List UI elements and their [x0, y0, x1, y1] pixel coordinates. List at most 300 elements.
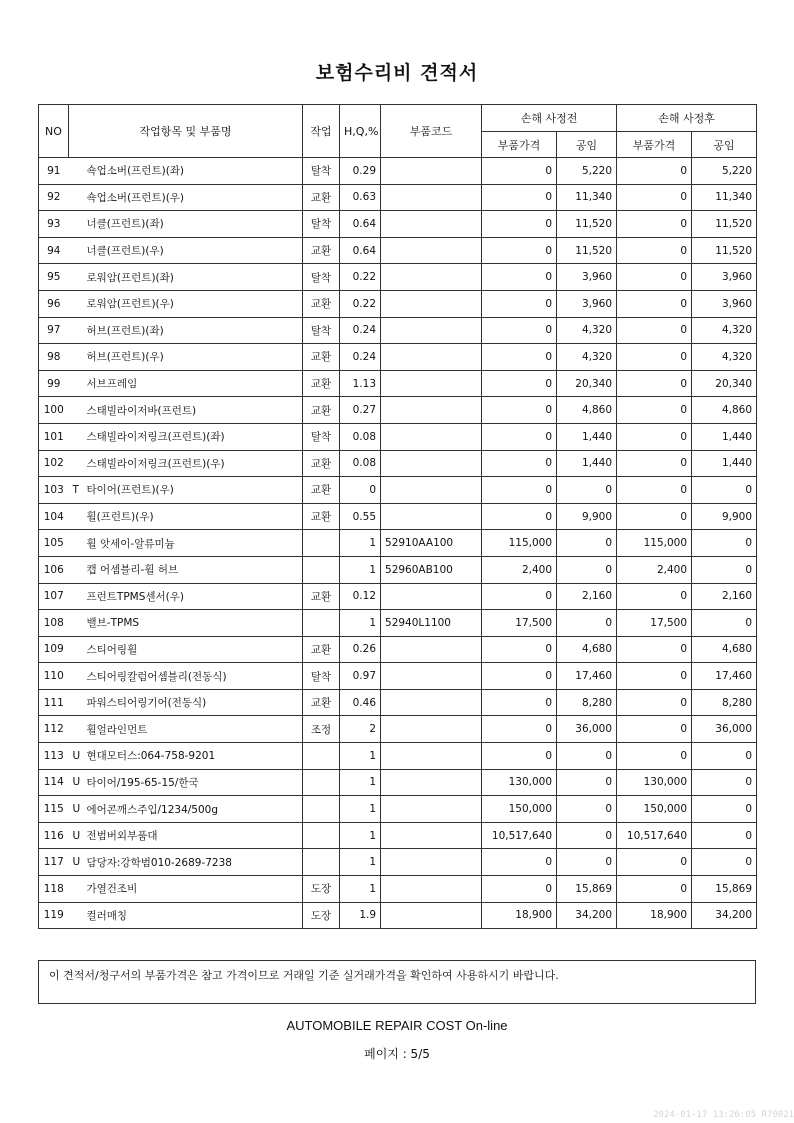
cell-work	[303, 849, 340, 876]
table-row	[39, 822, 757, 849]
cell-hq: 0.24	[340, 317, 381, 344]
cell-after-part-price: 0	[617, 317, 692, 344]
cell-before-labor: 0	[557, 769, 617, 796]
cell-part-code	[381, 397, 482, 424]
cell-item-name: 에어콘깨스주입/1234/500g	[83, 796, 303, 823]
cell-part-code	[381, 477, 482, 504]
cell-flag	[69, 689, 83, 716]
cell-work: 탈착	[303, 317, 340, 344]
cell-before-part-price: 10,517,640	[482, 822, 557, 849]
cell-before-labor: 5,220	[557, 158, 617, 185]
print-timestamp: 2024-01-17 13:26:05 R70021	[653, 1110, 794, 1120]
cell-no: 113	[39, 743, 69, 770]
cell-work	[303, 743, 340, 770]
cell-hq: 0.27	[340, 397, 381, 424]
cell-after-labor: 2,160	[692, 583, 757, 610]
cell-flag: U	[69, 743, 83, 770]
cell-hq: 1	[340, 849, 381, 876]
cell-before-labor: 3,960	[557, 264, 617, 291]
cell-item-name: 휠얼라인먼트	[83, 716, 303, 743]
cell-no: 101	[39, 423, 69, 450]
table-row	[39, 743, 757, 770]
cell-item-name: 프런트TPMS센서(우)	[83, 583, 303, 610]
cell-before-part-price: 0	[482, 317, 557, 344]
cell-flag: U	[69, 822, 83, 849]
header-code: 부품코드	[381, 105, 482, 158]
cell-after-labor: 0	[692, 610, 757, 637]
cell-hq: 0.63	[340, 184, 381, 211]
cell-after-part-price: 0	[617, 264, 692, 291]
cell-work: 탈착	[303, 663, 340, 690]
cell-before-labor: 2,160	[557, 583, 617, 610]
cell-before-part-price: 0	[482, 237, 557, 264]
cell-before-labor: 1,440	[557, 450, 617, 477]
cell-no: 112	[39, 716, 69, 743]
cell-before-part-price: 0	[482, 849, 557, 876]
cell-part-code	[381, 158, 482, 185]
cell-before-part-price: 150,000	[482, 796, 557, 823]
cell-before-labor: 0	[557, 477, 617, 504]
cell-after-labor: 3,960	[692, 264, 757, 291]
cell-before-labor: 0	[557, 743, 617, 770]
cell-part-code	[381, 370, 482, 397]
cell-item-name: 컬러매칭	[83, 902, 303, 929]
cell-part-code	[381, 211, 482, 238]
table-row	[39, 796, 757, 823]
header-before-part-price: 부품가격	[482, 132, 557, 158]
cell-item-name: 파워스티어링기어(전동식)	[83, 689, 303, 716]
cell-work: 탈착	[303, 211, 340, 238]
cell-hq: 0.22	[340, 264, 381, 291]
table-row	[39, 477, 757, 504]
header-after-part-price: 부품가격	[617, 132, 692, 158]
cell-work	[303, 556, 340, 583]
cell-part-code	[381, 503, 482, 530]
cell-part-code	[381, 184, 482, 211]
cell-after-labor: 4,680	[692, 636, 757, 663]
cell-before-labor: 17,460	[557, 663, 617, 690]
cell-before-part-price: 0	[482, 290, 557, 317]
cell-item-name: 스태빌라이저링크(프런트)(좌)	[83, 423, 303, 450]
cell-flag	[69, 423, 83, 450]
cell-work	[303, 610, 340, 637]
cell-no: 110	[39, 663, 69, 690]
table-row	[39, 556, 757, 583]
document-title: 보험수리비 견적서	[315, 62, 479, 84]
cell-part-code	[381, 583, 482, 610]
cell-no: 103	[39, 477, 69, 504]
table-row	[39, 902, 757, 929]
table-row	[39, 530, 757, 557]
cell-before-part-price: 0	[482, 583, 557, 610]
cell-flag	[69, 716, 83, 743]
cell-before-labor: 11,520	[557, 211, 617, 238]
cell-item-name: 전범버외부품대	[83, 822, 303, 849]
cell-hq: 1	[340, 796, 381, 823]
cell-part-code	[381, 423, 482, 450]
cell-work: 교환	[303, 583, 340, 610]
cell-after-part-price: 0	[617, 344, 692, 371]
cell-flag	[69, 211, 83, 238]
cell-before-labor: 3,960	[557, 290, 617, 317]
cell-before-part-price: 0	[482, 743, 557, 770]
cell-after-labor: 0	[692, 849, 757, 876]
cell-hq: 0	[340, 477, 381, 504]
cell-part-code	[381, 689, 482, 716]
cell-hq: 0.24	[340, 344, 381, 371]
cell-after-labor: 3,960	[692, 290, 757, 317]
cell-after-labor: 36,000	[692, 716, 757, 743]
cell-before-part-price: 2,400	[482, 556, 557, 583]
cell-work: 탈착	[303, 423, 340, 450]
cell-work: 교환	[303, 237, 340, 264]
cell-after-part-price: 0	[617, 158, 692, 185]
cell-work: 탈착	[303, 158, 340, 185]
cell-hq: 1.9	[340, 902, 381, 929]
cell-item-name: 타이어(프런트)(우)	[83, 477, 303, 504]
header-hq: H,Q,%	[340, 105, 381, 158]
table-row	[39, 211, 757, 238]
cell-hq: 0.08	[340, 450, 381, 477]
cell-after-part-price: 0	[617, 370, 692, 397]
cell-work: 교환	[303, 636, 340, 663]
cell-part-code	[381, 290, 482, 317]
cell-item-name: 허브(프런트)(우)	[83, 344, 303, 371]
table-header	[39, 105, 757, 158]
cell-flag	[69, 876, 83, 903]
page-number: 페이지 : 5/5	[364, 1047, 430, 1061]
cell-before-part-price: 0	[482, 477, 557, 504]
cell-before-labor: 20,340	[557, 370, 617, 397]
cell-no: 106	[39, 556, 69, 583]
cell-after-labor: 9,900	[692, 503, 757, 530]
cell-no: 115	[39, 796, 69, 823]
cell-after-part-price: 0	[617, 876, 692, 903]
cell-flag	[69, 184, 83, 211]
cell-before-labor: 0	[557, 556, 617, 583]
cell-after-labor: 4,320	[692, 317, 757, 344]
cell-before-part-price: 0	[482, 370, 557, 397]
cell-flag: U	[69, 769, 83, 796]
cell-before-labor: 0	[557, 849, 617, 876]
cell-after-labor: 4,860	[692, 397, 757, 424]
price-notice: 이 견적서/청구서의 부품가격은 참고 가격이므로 거래일 기준 실거래가격을 확인하여 사용하시기 바랍니다.	[38, 960, 756, 1004]
cell-work: 교환	[303, 689, 340, 716]
table-row	[39, 290, 757, 317]
cell-before-labor: 36,000	[557, 716, 617, 743]
cell-hq: 0.64	[340, 237, 381, 264]
table-row	[39, 583, 757, 610]
cell-before-labor: 4,860	[557, 397, 617, 424]
cell-before-labor: 0	[557, 822, 617, 849]
cell-after-part-price: 18,900	[617, 902, 692, 929]
cell-item-name: 너클(프런트)(좌)	[83, 211, 303, 238]
cell-no: 98	[39, 344, 69, 371]
cell-hq: 1	[340, 769, 381, 796]
cell-hq: 0.55	[340, 503, 381, 530]
cell-work	[303, 530, 340, 557]
cell-item-name: 밸브-TPMS	[83, 610, 303, 637]
cell-no: 111	[39, 689, 69, 716]
cell-before-labor: 15,869	[557, 876, 617, 903]
cell-no: 109	[39, 636, 69, 663]
cell-after-part-price: 17,500	[617, 610, 692, 637]
cell-after-part-price: 115,000	[617, 530, 692, 557]
cell-before-part-price: 0	[482, 211, 557, 238]
cell-flag	[69, 344, 83, 371]
cell-after-part-price: 0	[617, 237, 692, 264]
cell-flag	[69, 556, 83, 583]
cell-before-part-price: 18,900	[482, 902, 557, 929]
cell-before-part-price: 0	[482, 689, 557, 716]
cell-after-labor: 17,460	[692, 663, 757, 690]
table-row	[39, 184, 757, 211]
cell-item-name: 스태빌라이저링크(프런트)(우)	[83, 450, 303, 477]
cell-after-part-price: 0	[617, 636, 692, 663]
cell-hq: 2	[340, 716, 381, 743]
cell-after-part-price: 0	[617, 743, 692, 770]
cell-before-labor: 0	[557, 796, 617, 823]
cell-before-part-price: 0	[482, 450, 557, 477]
cell-after-part-price: 0	[617, 689, 692, 716]
cell-hq: 0.26	[340, 636, 381, 663]
header-no: NO	[39, 105, 69, 158]
cell-after-part-price: 0	[617, 290, 692, 317]
estimate-table	[38, 104, 757, 929]
header-after: 손해 사정후	[617, 105, 757, 132]
cell-hq: 1	[340, 743, 381, 770]
table-row	[39, 716, 757, 743]
cell-flag	[69, 610, 83, 637]
cell-flag: U	[69, 796, 83, 823]
cell-part-code	[381, 849, 482, 876]
cell-before-part-price: 130,000	[482, 769, 557, 796]
cell-after-part-price: 10,517,640	[617, 822, 692, 849]
cell-item-name: 쇽업소버(프런트)(좌)	[83, 158, 303, 185]
cell-part-code	[381, 902, 482, 929]
cell-part-code	[381, 636, 482, 663]
cell-before-part-price: 0	[482, 344, 557, 371]
cell-part-code	[381, 317, 482, 344]
cell-no: 108	[39, 610, 69, 637]
cell-no: 118	[39, 876, 69, 903]
cell-hq: 0.46	[340, 689, 381, 716]
cell-hq: 1.13	[340, 370, 381, 397]
cell-flag	[69, 264, 83, 291]
cell-no: 105	[39, 530, 69, 557]
header-before: 손해 사정전	[482, 105, 617, 132]
cell-part-code	[381, 663, 482, 690]
cell-before-labor: 8,280	[557, 689, 617, 716]
cell-item-name: 서브프레임	[83, 370, 303, 397]
cell-no: 114	[39, 769, 69, 796]
cell-before-labor: 11,520	[557, 237, 617, 264]
cell-hq: 0.22	[340, 290, 381, 317]
cell-no: 99	[39, 370, 69, 397]
table-row	[39, 610, 757, 637]
table-row	[39, 344, 757, 371]
cell-after-labor: 34,200	[692, 902, 757, 929]
cell-after-labor: 1,440	[692, 423, 757, 450]
cell-before-labor: 1,440	[557, 423, 617, 450]
cell-work: 교환	[303, 450, 340, 477]
table-row	[39, 689, 757, 716]
cell-flag	[69, 503, 83, 530]
cell-item-name: 현대모터스:064-758-9201	[83, 743, 303, 770]
cell-flag: U	[69, 849, 83, 876]
cell-after-labor: 0	[692, 556, 757, 583]
cell-work: 탈착	[303, 264, 340, 291]
table-row	[39, 503, 757, 530]
cell-work: 교환	[303, 344, 340, 371]
cell-before-part-price: 0	[482, 503, 557, 530]
cell-item-name: 너클(프런트)(우)	[83, 237, 303, 264]
cell-hq: 1	[340, 876, 381, 903]
footer-brand: AUTOMOBILE REPAIR COST On-line	[286, 1018, 508, 1033]
cell-work: 교환	[303, 397, 340, 424]
cell-hq: 1	[340, 556, 381, 583]
cell-flag	[69, 237, 83, 264]
cell-before-labor: 4,320	[557, 317, 617, 344]
cell-work: 교환	[303, 370, 340, 397]
cell-part-code	[381, 264, 482, 291]
cell-no: 100	[39, 397, 69, 424]
cell-flag	[69, 663, 83, 690]
table-row	[39, 849, 757, 876]
cell-flag	[69, 583, 83, 610]
table-row	[39, 317, 757, 344]
table-row	[39, 636, 757, 663]
header-item: 작업항목 및 부품명	[69, 105, 303, 158]
cell-item-name: 담당자:강학범010-2689-7238	[83, 849, 303, 876]
cell-after-part-price: 2,400	[617, 556, 692, 583]
table-row	[39, 237, 757, 264]
cell-before-part-price: 0	[482, 716, 557, 743]
cell-part-code	[381, 822, 482, 849]
cell-after-labor: 5,220	[692, 158, 757, 185]
cell-before-part-price: 0	[482, 876, 557, 903]
cell-after-part-price: 0	[617, 397, 692, 424]
cell-work: 교환	[303, 477, 340, 504]
cell-no: 104	[39, 503, 69, 530]
cell-no: 96	[39, 290, 69, 317]
cell-part-code: 52960AB100	[381, 556, 482, 583]
cell-item-name: 타이어/195-65-15/한국	[83, 769, 303, 796]
cell-hq: 1	[340, 610, 381, 637]
cell-before-part-price: 0	[482, 184, 557, 211]
cell-work: 도장	[303, 902, 340, 929]
cell-no: 95	[39, 264, 69, 291]
cell-item-name: 캡 어셈블리-휠 허브	[83, 556, 303, 583]
cell-work	[303, 822, 340, 849]
cell-part-code	[381, 876, 482, 903]
table-row	[39, 264, 757, 291]
cell-work: 교환	[303, 184, 340, 211]
cell-part-code	[381, 716, 482, 743]
cell-after-labor: 11,340	[692, 184, 757, 211]
cell-item-name: 휠(프런트)(우)	[83, 503, 303, 530]
cell-hq: 0.97	[340, 663, 381, 690]
cell-flag	[69, 902, 83, 929]
cell-before-part-price: 0	[482, 663, 557, 690]
table-row	[39, 450, 757, 477]
cell-before-labor: 11,340	[557, 184, 617, 211]
cell-work	[303, 769, 340, 796]
cell-work: 도장	[303, 876, 340, 903]
cell-hq: 1	[340, 530, 381, 557]
cell-flag	[69, 636, 83, 663]
cell-hq: 0.64	[340, 211, 381, 238]
cell-hq: 0.08	[340, 423, 381, 450]
cell-part-code: 52910AA100	[381, 530, 482, 557]
cell-after-labor: 0	[692, 530, 757, 557]
cell-before-part-price: 0	[482, 264, 557, 291]
cell-before-labor: 9,900	[557, 503, 617, 530]
cell-before-part-price: 0	[482, 158, 557, 185]
cell-no: 107	[39, 583, 69, 610]
cell-no: 116	[39, 822, 69, 849]
cell-no: 91	[39, 158, 69, 185]
cell-after-labor: 0	[692, 743, 757, 770]
cell-part-code	[381, 769, 482, 796]
cell-work: 교환	[303, 503, 340, 530]
cell-before-labor: 0	[557, 530, 617, 557]
cell-hq: 1	[340, 822, 381, 849]
cell-after-part-price: 150,000	[617, 796, 692, 823]
cell-after-part-price: 0	[617, 477, 692, 504]
cell-no: 119	[39, 902, 69, 929]
cell-after-part-price: 0	[617, 450, 692, 477]
cell-flag	[69, 158, 83, 185]
cell-no: 94	[39, 237, 69, 264]
cell-after-part-price: 0	[617, 716, 692, 743]
cell-part-code	[381, 796, 482, 823]
cell-work	[303, 796, 340, 823]
cell-item-name: 휠 앗세이-알류미늄	[83, 530, 303, 557]
cell-item-name: 로워암(프런트)(우)	[83, 290, 303, 317]
table-row	[39, 397, 757, 424]
cell-flag	[69, 290, 83, 317]
cell-item-name: 로워암(프런트)(좌)	[83, 264, 303, 291]
cell-after-labor: 20,340	[692, 370, 757, 397]
cell-after-part-price: 0	[617, 583, 692, 610]
cell-flag	[69, 530, 83, 557]
cell-after-part-price: 0	[617, 211, 692, 238]
header-work: 작업	[303, 105, 340, 158]
cell-after-part-price: 0	[617, 184, 692, 211]
cell-hq: 0.29	[340, 158, 381, 185]
cell-no: 92	[39, 184, 69, 211]
cell-flag	[69, 370, 83, 397]
cell-part-code	[381, 237, 482, 264]
cell-work: 조정	[303, 716, 340, 743]
cell-item-name: 가열건조비	[83, 876, 303, 903]
table-row	[39, 423, 757, 450]
header-before-labor: 공임	[557, 132, 617, 158]
cell-before-part-price: 0	[482, 397, 557, 424]
cell-before-labor: 34,200	[557, 902, 617, 929]
cell-hq: 0.12	[340, 583, 381, 610]
cell-no: 117	[39, 849, 69, 876]
cell-item-name: 쇽업소버(프런트)(우)	[83, 184, 303, 211]
cell-after-labor: 0	[692, 796, 757, 823]
cell-before-part-price: 0	[482, 636, 557, 663]
cell-flag	[69, 397, 83, 424]
cell-part-code: 52940L1100	[381, 610, 482, 637]
cell-after-part-price: 0	[617, 423, 692, 450]
cell-no: 97	[39, 317, 69, 344]
cell-flag: T	[69, 477, 83, 504]
